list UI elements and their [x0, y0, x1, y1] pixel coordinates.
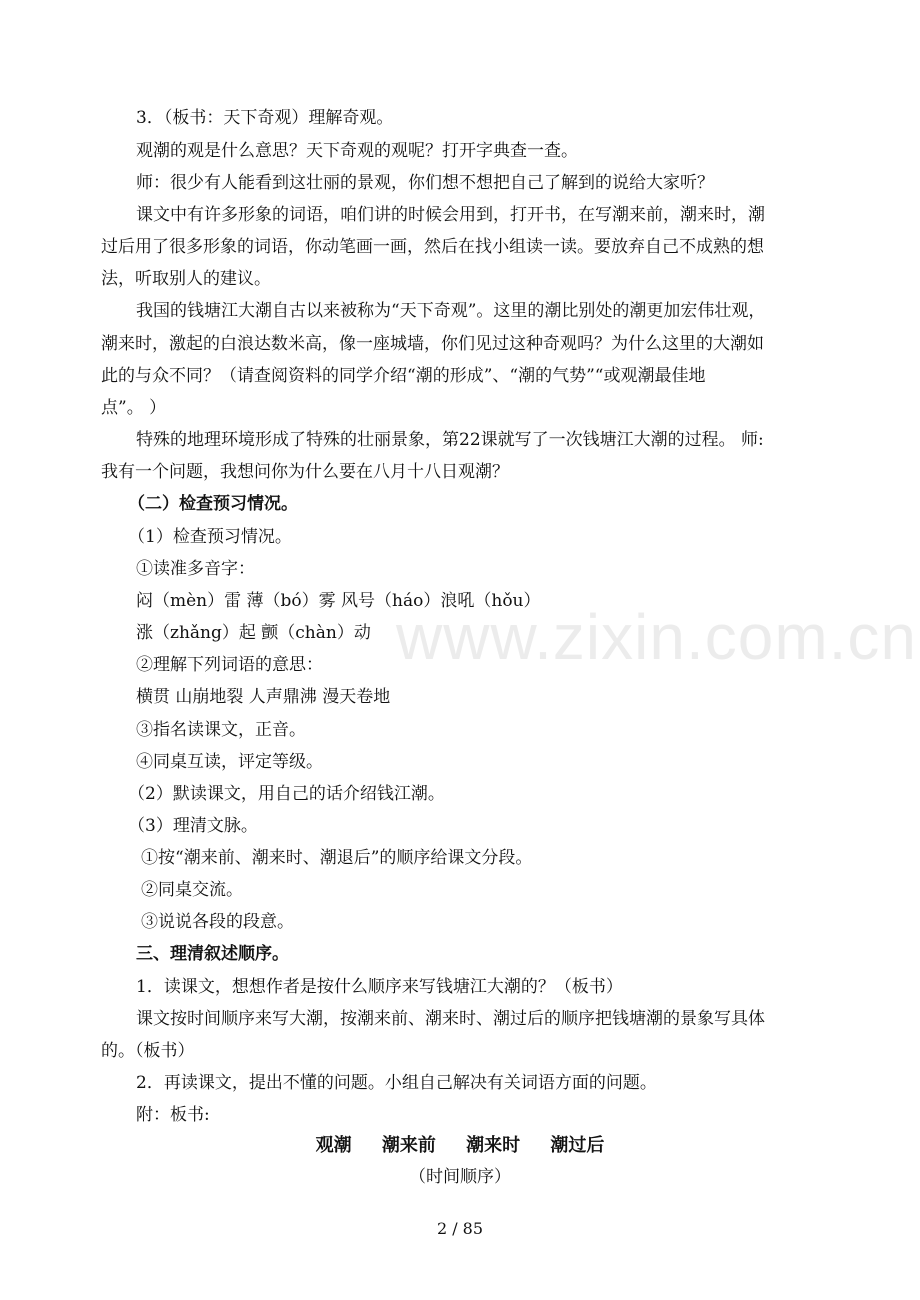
text-line: （3）理清文脉。: [128, 816, 258, 836]
text-line: 此的与众不同？（请查阅资料的同学介绍“潮的形成”、“潮的气势”“或观潮最佳地: [101, 366, 706, 386]
text-line: 课文中有许多形象的词语，咱们讲的时候会用到，打开书，在写潮来前，潮来时，潮: [136, 205, 765, 225]
text-line: 3．（板书：天下奇观）理解奇观。: [136, 108, 394, 128]
text-line: ①按“潮来前、潮来时、潮退后”的顺序给课文分段。: [141, 848, 533, 868]
text-line: 附：板书:: [136, 1105, 210, 1125]
text-line: （2）默读课文，用自己的话介绍钱江潮。: [128, 784, 445, 804]
watermark: www.zixin.com.cn: [396, 601, 917, 673]
board-item: 潮来前: [381, 1135, 436, 1156]
text-line: 涨（zhǎng）起 颤（chàn）动: [136, 623, 371, 643]
text-line: 课文按时间顺序来写大潮，按潮来前、潮来时、潮过后的顺序把钱塘潮的景象写具体: [136, 1009, 765, 1029]
blackboard-summary: [0, 1135, 920, 1157]
text-line: 特殊的地理环境形成了特殊的壮丽景象，第22课就写了一次钱塘江大潮的过程。 师:: [136, 430, 764, 450]
section-heading: （二）检查预习情况。: [128, 494, 298, 514]
text-line: 1．读课文，想想作者是按什么顺序来写钱塘江大潮的？（板书）: [136, 977, 623, 997]
text-line: 法，听取别人的建议。: [101, 269, 271, 289]
text-line: ③说说各段的段意。: [141, 912, 294, 932]
page-number: 2 / 85: [436, 1219, 484, 1238]
text-line: ②理解下列词语的意思：: [136, 655, 323, 675]
text-line: ③指名读课文，正音。: [136, 720, 306, 740]
board-item: 潮来时: [466, 1135, 521, 1156]
text-line: 我有一个问题，我想问你为什么要在八月十八日观潮？: [101, 462, 509, 482]
text-line: 我国的钱塘江大潮自古以来被称为“天下奇观”。这里的潮比别处的潮更加宏伟壮观，: [136, 301, 766, 321]
text-line: 闷（mèn）雷 薄（bó）雾 风号（háo）浪吼（hǒu）: [136, 591, 541, 611]
text-line: 点”。 ）: [101, 398, 167, 418]
board-item: 潮过后: [550, 1135, 605, 1156]
text-line: 观潮的观是什么意思？天下奇观的观呢？打开字典查一查。: [136, 141, 578, 161]
board-item: 观潮: [315, 1135, 352, 1156]
section-heading: 三、理清叙述顺序。: [136, 944, 289, 964]
text-line: 2．再读课文，提出不懂的问题。小组自己解决有关词语方面的问题。: [136, 1073, 657, 1093]
text-line: （1）检查预习情况。: [128, 527, 292, 547]
text-line: 的。（板书）: [101, 1041, 195, 1061]
text-line: 潮来时，激起的白浪达数米高，像一座城墙，你们见过这种奇观吗？为什么这里的大潮如: [101, 334, 764, 354]
text-line: ②同桌交流。: [141, 880, 243, 900]
text-line: 横贯 山崩地裂 人声鼎沸 漫天卷地: [136, 687, 391, 707]
board-subtitle: （时间顺序）: [409, 1167, 511, 1187]
text-line: ①读准多音字：: [136, 559, 255, 579]
text-line: 过后用了很多形象的词语，你动笔画一画，然后在找小组读一读。要放弃自己不成熟的想: [101, 237, 764, 257]
text-line: ④同桌互读，评定等级。: [136, 752, 323, 772]
text-line: 师：很少有人能看到这壮丽的景观，你们想不想把自己了解到的说给大家听？: [136, 173, 714, 193]
